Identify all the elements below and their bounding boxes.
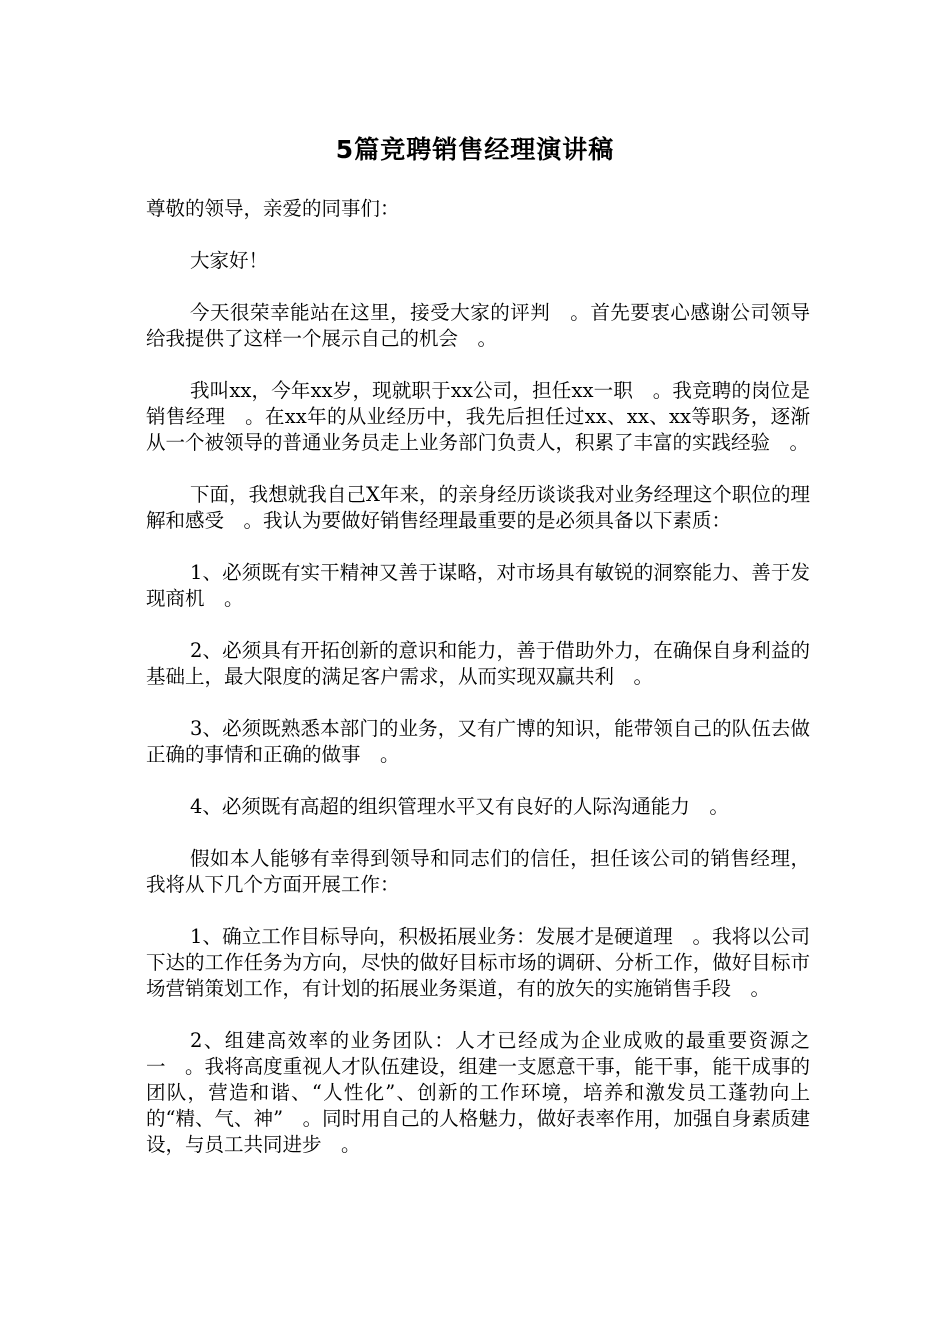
body-paragraph: 今天很荣幸能站在这里，接受大家的评判 。首先要衷心感谢公司领导给我提供了这样一个展示自己的机会 。 [146,301,810,350]
body-paragraph: 下面，我想就我自己X年来，的亲身经历谈谈我对业务经理这个职位的理解和感受 。我认为要做好销售经理最重要的是必须具备以下素质： [146,483,810,532]
salutation-paragraph: 尊敬的领导，亲爱的同事们： [146,197,400,220]
list-item-paragraph: 2、组建高效率的业务团队：人才已经成为企业成败的最重要资源之一 。我将高度重视人才队伍建设，组建一支愿意干事，能干事，能干成事的团队，营造和谐、“人性化”、创新的工作环境，培养和激发员工蓬勃向上的“精、气、神” 。同时用自己的人格魅力，做好表率作用，加强自身素质建设，与员工共同进步 。 [146,1029,810,1156]
list-item-paragraph: 2、必须具有开拓创新的意识和能力，善于借助外力，在确保自身利益的基础上，最大限度的满足客户需求，从而实现双赢共利 。 [146,639,810,688]
greeting-paragraph: 大家好！ [190,249,269,272]
list-item-paragraph: 1、必须既有实干精神又善于谋略，对市场具有敏锐的洞察能力、善于发现商机 。 [146,561,810,610]
document-title: 5篇竞聘销售经理演讲稿 [335,135,615,164]
document-body [146,196,810,1184]
body-paragraph: 我叫xx，今年xx岁，现就职于xx公司，担任xx一职 。我竞聘的岗位是销售经理 。在xx年的从业经历中，我先后担任过xx、xx、xx等职务，逐渐从一个被领导的普通业务员走上业务部门负责人，积累了丰富的实践经验 。 [146,379,810,454]
list-item-paragraph: 3、必须既熟悉本部门的业务，又有广博的知识，能带领自己的队伍去做正确的事情和正确的做事 。 [146,717,810,766]
list-item-paragraph: 1、确立工作目标导向，积极拓展业务：发展才是硬道理 。我将以公司下达的工作任务为方向，尽快的做好目标市场的调研、分析工作，做好目标市场营销策划工作，有计划的拓展业务渠道，有的放矢的实施销售手段 。 [146,925,810,1000]
body-paragraph: 假如本人能够有幸得到领导和同志们的信任，担任该公司的销售经理，我将从下几个方面开展工作： [146,847,810,896]
list-item-paragraph: 4、必须既有高超的组织管理水平又有良好的人际沟通能力 。 [190,795,729,818]
